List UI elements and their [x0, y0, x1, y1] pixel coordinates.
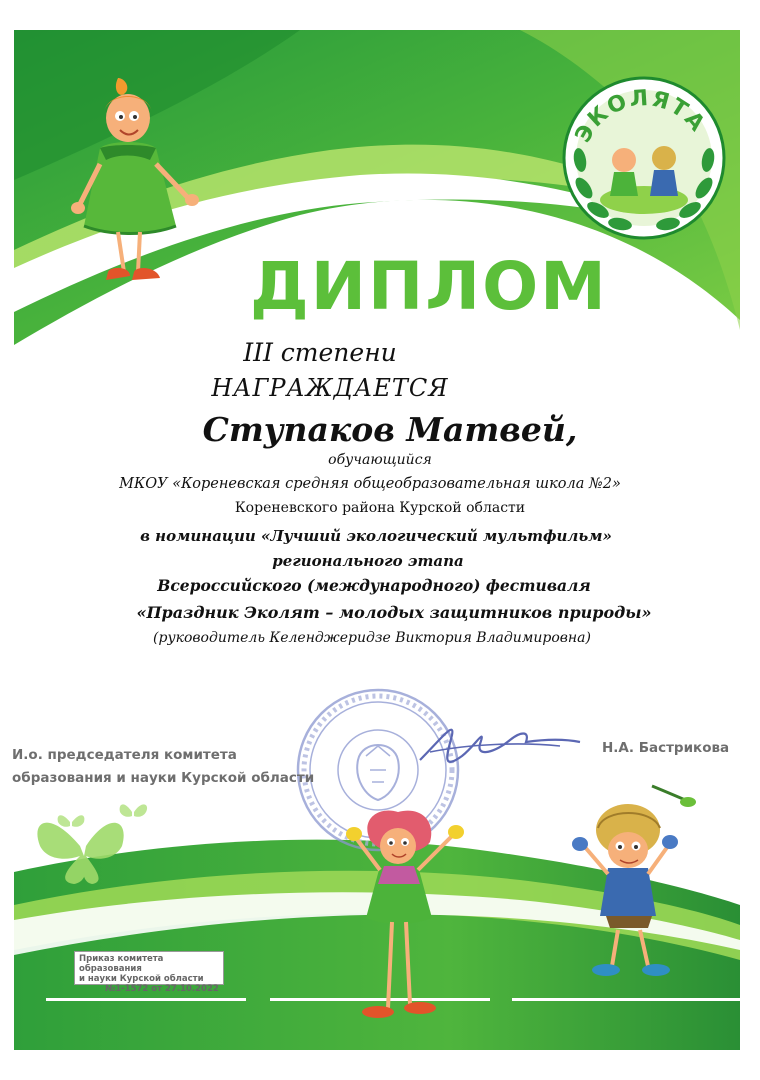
svg-text:ЭКОЛЯТА	[571, 86, 711, 147]
signatory-position-line2: образования и науки Курской области	[12, 770, 315, 786]
order-box	[74, 951, 224, 994]
logo-text: ЭКОЛЯТА	[570, 85, 711, 147]
festival-line: Всероссийского (международного) фестиваля	[157, 576, 591, 595]
supervisor-line: (руководитель Келенджеридзе Виктория Владимировна)	[153, 630, 591, 646]
awarded-line: НАГРАЖДАЕТСЯ	[211, 374, 449, 402]
recipient-status: обучающийся	[328, 452, 432, 468]
festival-name: «Праздник Эколят – молодых защитников природы»	[136, 603, 652, 622]
stage-line: регионального этапа	[272, 552, 464, 570]
order-line3: №1-1572 от 27.10.2022	[105, 984, 219, 994]
signatory-position	[12, 744, 314, 790]
school-name: МКОУ «Кореневская средняя общеобразовательная школа №2»	[119, 476, 621, 492]
diploma-title: ДИПЛОМ	[250, 248, 608, 325]
signatory-position-line1: И.о. председателя комитета	[12, 747, 237, 763]
nomination-line: в номинации «Лучший экологический мультфильм»	[140, 527, 612, 545]
district-line: Кореневского района Курской области	[234, 500, 526, 516]
order-line2: и науки Курской области	[79, 974, 204, 984]
signatory-name: Н.А. Бастрикова	[602, 740, 730, 756]
order-line1: Приказ комитета образования	[79, 954, 164, 974]
degree-line: III степени	[243, 338, 397, 367]
recipient-name: Ступаков Матвей,	[202, 410, 578, 449]
